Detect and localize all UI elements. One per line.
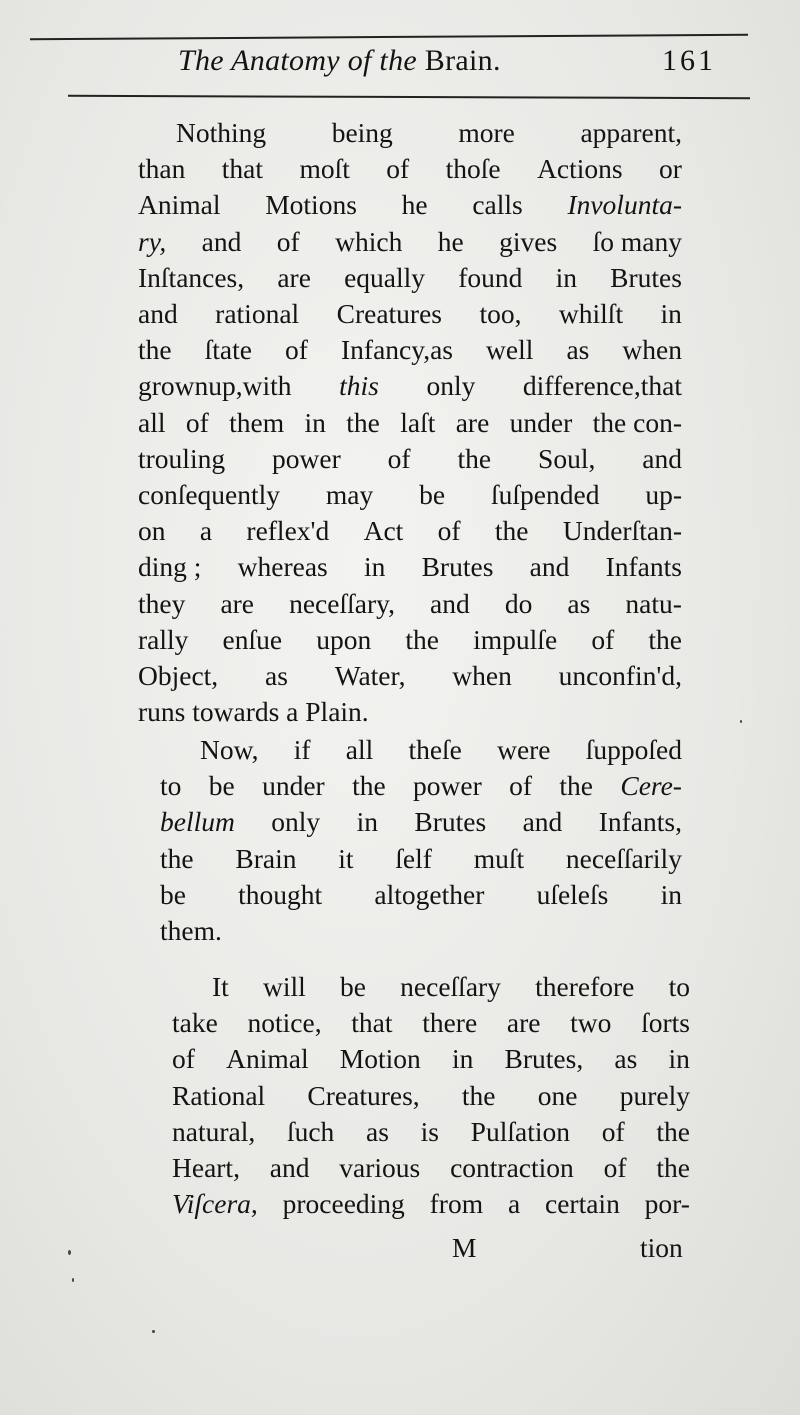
text-line: [160, 841, 682, 877]
text-line: [138, 151, 682, 187]
word: as: [366, 1115, 389, 1147]
word: neceſſary: [400, 971, 501, 1002]
word: in: [304, 406, 326, 438]
word: this: [339, 370, 379, 402]
word: the: [656, 1152, 690, 1183]
word: they: [138, 587, 186, 619]
word: are: [506, 1007, 541, 1039]
text-line: [138, 187, 682, 223]
text-line: [138, 296, 682, 332]
word: natural,: [172, 1115, 256, 1147]
word: that: [351, 1007, 393, 1039]
word: Motion: [339, 1043, 421, 1075]
word: being: [331, 117, 393, 148]
word: than: [138, 153, 186, 185]
word: and: [138, 298, 178, 329]
word: Rational: [172, 1079, 266, 1111]
word: Brutes,: [504, 1043, 584, 1075]
word: gives: [499, 225, 558, 257]
word: of: [387, 442, 411, 474]
word: the: [559, 770, 594, 802]
word: in: [363, 551, 386, 583]
word: proceeding: [282, 1188, 405, 1220]
word: too,: [479, 298, 522, 329]
word: one: [537, 1079, 578, 1111]
word: to: [160, 770, 182, 802]
text-line: [172, 1186, 690, 1222]
word: ſtate: [204, 334, 252, 366]
word: of: [591, 623, 615, 655]
word: are: [277, 261, 311, 293]
word: thoſe: [445, 153, 501, 185]
word: in: [555, 261, 577, 293]
catchword: tion: [640, 1232, 683, 1263]
word: rally: [138, 623, 189, 655]
word: of: [276, 225, 300, 257]
word: do: [504, 587, 533, 619]
word: ding ;: [138, 551, 202, 583]
text-line: [138, 477, 682, 513]
header-rule-top: [30, 34, 748, 40]
word: various: [339, 1152, 421, 1183]
word: up-: [645, 479, 682, 510]
word: Object,: [138, 660, 219, 691]
word: the: [461, 1079, 496, 1111]
word: altogether: [374, 878, 485, 910]
word: contraction: [450, 1152, 574, 1183]
word: Now,: [200, 734, 259, 765]
word: upon: [316, 623, 372, 655]
text-line: [138, 332, 682, 368]
word: Actions: [537, 153, 623, 185]
word: natu-: [625, 587, 682, 619]
text-line: [138, 405, 682, 441]
word: Infants: [605, 551, 682, 583]
word: ſorts: [641, 1007, 690, 1039]
header-rule-bottom: [68, 95, 750, 99]
word: Viſcera,: [172, 1188, 258, 1220]
text-line: [160, 804, 682, 840]
word: as: [264, 660, 288, 691]
word: are: [455, 406, 490, 438]
text-line: [212, 969, 690, 1005]
text-line: [200, 732, 682, 768]
word: are: [220, 587, 255, 619]
word: and: [642, 442, 682, 474]
word: and: [201, 225, 242, 257]
word: will: [263, 971, 306, 1002]
text-line: [138, 224, 682, 260]
word: in: [668, 1043, 690, 1075]
word: muſt: [473, 842, 525, 874]
word: of: [172, 1043, 195, 1075]
word: neceſſary,: [289, 587, 395, 619]
word: Nothing: [176, 117, 267, 148]
word: be: [340, 971, 366, 1002]
word: bellum: [160, 806, 235, 838]
word: Act: [363, 515, 404, 547]
word: of: [285, 334, 308, 366]
word: under: [262, 770, 325, 802]
text-line: [138, 694, 682, 730]
word: Involunta-: [567, 189, 682, 221]
word: the: [352, 770, 386, 802]
word: Pulſation: [470, 1115, 570, 1147]
word: the: [160, 842, 194, 874]
text-line: [172, 1150, 690, 1186]
word: the: [346, 406, 380, 438]
text-line: [138, 586, 682, 622]
text-line: [138, 658, 682, 694]
word: Cere-: [620, 770, 682, 802]
word: Underſtan-: [562, 515, 682, 547]
word: take: [172, 1007, 218, 1039]
word: Brutes: [414, 806, 487, 838]
text-line: [138, 441, 682, 477]
word: It: [212, 971, 229, 1002]
word: two: [570, 1007, 612, 1039]
signature-mark: M: [452, 1232, 477, 1263]
word: them: [229, 406, 285, 438]
word: trouling: [138, 442, 226, 474]
word: a: [507, 1188, 521, 1220]
word: of: [437, 515, 461, 547]
word: therefore: [535, 971, 635, 1002]
word: Soul,: [538, 442, 596, 474]
text-line: [160, 913, 682, 949]
text-line: [138, 368, 682, 404]
running-head-roman: Brain.: [424, 44, 501, 77]
word: he: [401, 189, 428, 221]
ink-speck: [72, 1278, 74, 1282]
word: and: [430, 587, 470, 619]
word: Animal: [226, 1043, 309, 1075]
word: rational: [215, 298, 300, 329]
ink-speck: [68, 1250, 71, 1255]
running-head: [178, 44, 501, 78]
word: and: [522, 806, 563, 838]
word: Creatures: [336, 298, 442, 329]
word: all: [345, 734, 374, 765]
word: in: [451, 1043, 474, 1075]
word: conſequently: [138, 479, 281, 510]
word: uſeleſs: [536, 878, 609, 910]
word: only: [426, 370, 476, 402]
word: enſue: [222, 623, 283, 655]
word: which: [335, 225, 403, 257]
word: whilſt: [558, 298, 624, 329]
word: as: [566, 334, 590, 366]
word: as: [614, 1043, 638, 1075]
word: the: [494, 515, 529, 547]
word: difference,that: [522, 370, 682, 402]
word: in: [660, 878, 682, 910]
word: he: [437, 225, 464, 257]
word: to: [668, 971, 690, 1002]
word: grownup,with: [138, 370, 292, 402]
word: under: [509, 406, 573, 438]
word: ſuſpended: [491, 479, 600, 510]
word: ſo many: [592, 225, 682, 257]
text-line: [138, 513, 682, 549]
word: that: [221, 153, 264, 185]
text-line: [160, 877, 682, 913]
word: Infancy,as: [341, 334, 453, 366]
word: the con-: [592, 406, 682, 438]
text-line: [172, 1005, 690, 1041]
word: and: [269, 1152, 310, 1183]
word: Heart,: [172, 1152, 240, 1183]
word: of: [601, 1115, 625, 1147]
word: ſuch: [286, 1115, 335, 1147]
word: well: [486, 334, 534, 366]
running-head-italic: The Anatomy of the: [178, 44, 417, 77]
word: the: [457, 442, 492, 474]
word: apparent,: [580, 117, 682, 148]
word: and: [529, 551, 570, 583]
word: if: [293, 734, 311, 765]
word: reflex'd: [246, 515, 330, 547]
word: Water,: [334, 660, 406, 691]
word: is: [420, 1115, 439, 1147]
word: Infants,: [598, 806, 682, 838]
word: theſe: [408, 734, 462, 765]
word: on: [138, 515, 166, 547]
word: power: [413, 770, 482, 802]
word: Motions: [265, 189, 357, 221]
word: moſt: [299, 153, 350, 185]
word: all: [138, 406, 166, 438]
word: of: [509, 770, 533, 802]
word: ry,: [138, 225, 167, 257]
text-line: [172, 1114, 690, 1150]
text-line: [138, 549, 682, 585]
word: power: [272, 442, 341, 474]
word: calls: [472, 189, 523, 221]
word: impulſe: [473, 623, 558, 655]
page-number: 161: [662, 44, 716, 77]
word: more: [458, 117, 515, 148]
text-line: [172, 1078, 690, 1114]
word: runs towards a Plain.: [138, 696, 369, 728]
word: may: [325, 479, 374, 510]
word: Animal: [138, 189, 221, 221]
word: equally: [344, 261, 426, 293]
ink-speck: [152, 1330, 155, 1333]
text-line: [138, 622, 682, 658]
word: found: [458, 261, 523, 293]
word: the: [405, 623, 439, 655]
text-line: [176, 115, 682, 151]
word: only: [271, 806, 321, 838]
word: ſuppoſed: [585, 734, 682, 765]
word: the: [656, 1115, 690, 1147]
word: be: [160, 878, 186, 910]
word: laſt: [400, 406, 436, 438]
word: a: [199, 515, 213, 547]
word: it: [338, 842, 354, 874]
text-line: [138, 260, 682, 296]
word: be: [208, 770, 235, 802]
text-line: [160, 768, 682, 804]
word: Inſtances,: [138, 261, 245, 293]
word: neceſſarily: [565, 842, 682, 874]
word: Brutes: [421, 551, 494, 583]
word: or: [659, 153, 682, 185]
word: of: [185, 406, 209, 438]
word: certain: [545, 1188, 620, 1220]
word: of: [386, 153, 410, 185]
word: when: [452, 660, 512, 691]
word: the: [138, 334, 172, 366]
word: them.: [160, 915, 222, 946]
word: thought: [238, 878, 323, 910]
word: ſelf: [395, 842, 432, 874]
word: por-: [644, 1188, 690, 1220]
word: be: [419, 479, 446, 510]
word: in: [660, 298, 682, 329]
word: when: [622, 334, 682, 366]
ink-speck: [740, 720, 742, 723]
word: from: [429, 1188, 484, 1220]
word: Brutes: [610, 261, 682, 293]
word: of: [603, 1152, 627, 1183]
text-line: [172, 1041, 690, 1077]
word: notice,: [247, 1007, 322, 1039]
word: whereas: [237, 551, 328, 583]
word: there: [422, 1007, 478, 1039]
word: were: [497, 734, 551, 765]
word: the: [648, 623, 682, 655]
word: as: [567, 587, 591, 619]
word: unconfin'd,: [558, 660, 682, 691]
word: Creatures,: [307, 1079, 420, 1111]
word: in: [356, 806, 378, 838]
word: Brain: [235, 842, 297, 874]
word: purely: [619, 1079, 690, 1111]
